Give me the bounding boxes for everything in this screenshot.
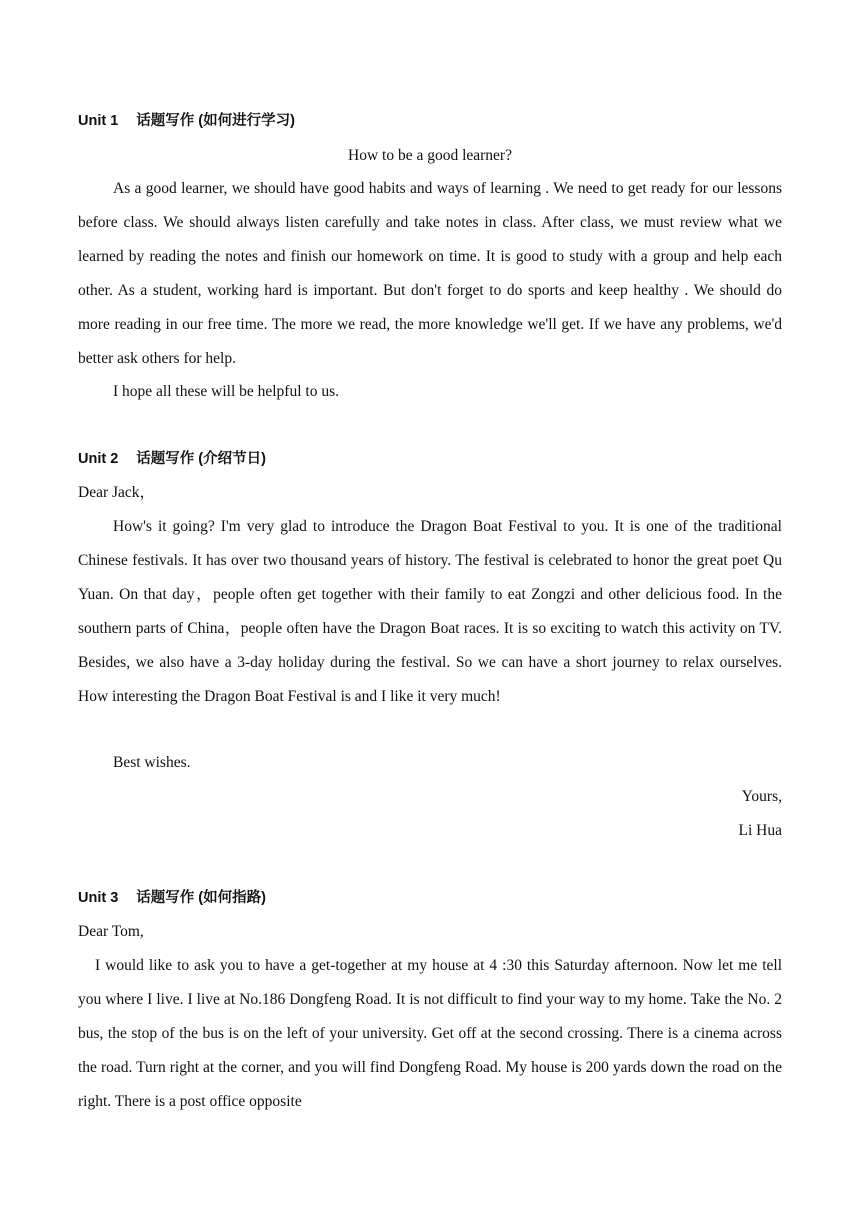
unit2-signoff: Yours,: [741, 788, 782, 805]
unit3-greeting: Dear Tom,: [78, 923, 144, 940]
unit3-body: I would like to ask you to have a get-together at my house at 4 :30 this Saturday afternoon. Now let me tell you where I live. I live at No.186 Dongfeng Road. It is not difficult to find your way to my home. Take the No. 2 bus, the stop of the bus is on the left of your university. Get off at the second crossing. There is a cinema across the road. Turn right at the corner, and you will find Dongfeng Road. My house is 200 yards down the road on the right. There is a post office opposite: [78, 957, 782, 1110]
unit1-heading: [78, 111, 295, 131]
unit3-topic: 话题写作 (如何指路): [136, 890, 266, 906]
unit2-body: How's it going? I'm very glad to introduce the Dragon Boat Festival to you. It is one of the traditional Chinese festivals. It has over two thousand years of history. The festival is celebrated to honor the great poet Qu Yuan. On that day，people often get together with their family to eat Zongzi and other delicious food. In the southern parts of China，people often have the Dragon Boat races. It is so exciting to watch this activity on TV. Besides, we also have a 3-day holiday during the festival. So we can have a short journey to relax ourselves. How interesting the Dragon Boat Festival is and I like it very much!: [78, 518, 782, 705]
unit2-signature: Li Hua: [738, 822, 782, 839]
unit2-heading: [78, 449, 266, 469]
unit2-label: Unit 2: [78, 451, 119, 467]
unit1-body: As a good learner, we should have good habits and ways of learning . We need to get ready for our lessons before class. We should always listen carefully and take notes in class. After class, we must review what we learned by reading the notes and finish our homework on time. It is good to study with a group and help each other. As a student, working hard is important. But don't forget to do sports and keep healthy . We should do more reading in our free time. The more we read, the more knowledge we'll get. If we have any problems, we'd better ask others for help.: [78, 180, 782, 367]
unit2-greeting: Dear Jack，: [78, 484, 156, 501]
unit1-topic: 话题写作 (如何进行学习): [136, 113, 295, 129]
unit3-heading: [78, 888, 266, 908]
unit1-label: Unit 1: [78, 113, 119, 129]
unit1-title: How to be a good learner?: [348, 147, 512, 164]
unit1-closing: I hope all these will be helpful to us.: [113, 383, 339, 400]
unit2-wishes: Best wishes.: [113, 754, 191, 771]
unit3-label: Unit 3: [78, 890, 119, 906]
unit2-topic: 话题写作 (介绍节日): [136, 451, 266, 467]
